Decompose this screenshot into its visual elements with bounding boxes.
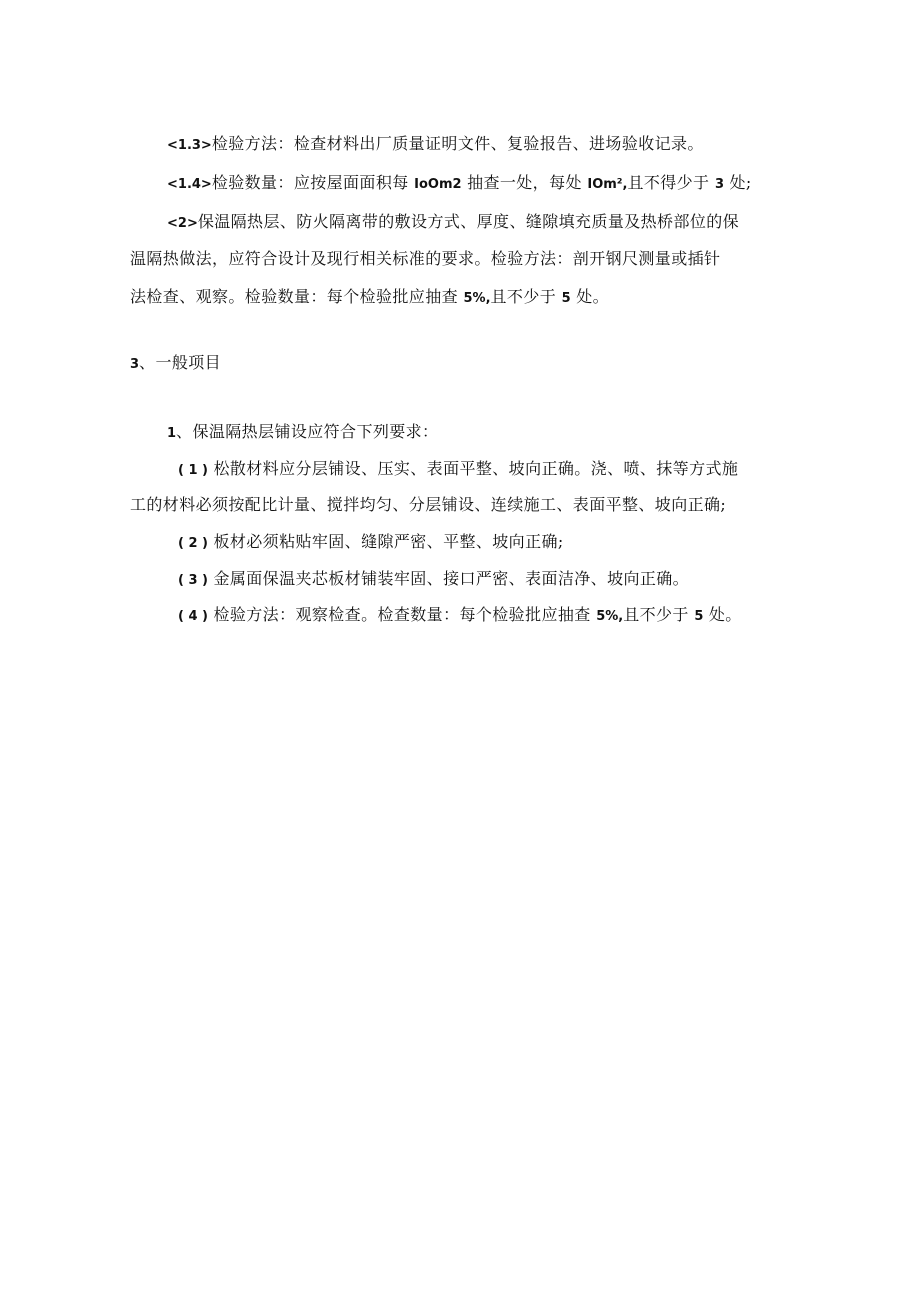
general-item-1-marker: ( 1 )	[178, 463, 208, 478]
item-2-text-3b: 且不少于	[490, 287, 557, 306]
section-heading-text: 、一般项目	[139, 353, 222, 372]
item-1-4-text-a: 检验数量：应按屋面面积每	[211, 173, 409, 192]
general-item-2-marker: ( 2 )	[178, 536, 208, 551]
item-1-4-text-d: 处;	[729, 173, 752, 192]
general-item-4-marker: ( 4 )	[178, 609, 208, 624]
item-2-line-3	[130, 286, 609, 310]
item-2-text-1: 保温隔热层、防火隔离带的敷设方式、厚度、缝隙填充质量及热桥部位的保	[197, 212, 740, 231]
item-1-4-marker: <1.4>	[167, 177, 212, 192]
item-2-text-2: 温隔热做法，应符合设计及现行相关标准的要求。检验方法：剖开钢尺测量或插针	[130, 249, 721, 268]
item-2-line-1	[167, 211, 739, 235]
general-item-1-line-1	[178, 458, 738, 482]
subsection-heading	[167, 421, 438, 445]
general-item-1-text-1: 松散材料应分层铺设、压实、表面平整、坡向正确。浇、喷、抹等方式施	[213, 459, 739, 478]
general-item-4-text-b: 且不少于	[623, 605, 689, 624]
general-item-4-text-a: 检验方法：观察检查。检查数量：每个检验批应抽查	[213, 605, 591, 624]
section-heading	[130, 352, 221, 376]
general-item-3-text: 金属面保温夹芯板材铺装牢固、接口严密、表面洁净、坡向正确。	[213, 569, 690, 588]
section-heading-num: 3	[130, 357, 140, 372]
item-1-3-marker: <1.3>	[167, 138, 212, 153]
general-item-2-text: 板材必须粘贴牢固、缝隙严密、平整、坡向正确;	[213, 532, 564, 551]
item-1-4-num-a: IoOm2	[414, 177, 462, 192]
item-2-line-2	[130, 248, 720, 270]
item-1-4-text-b: 抽查一处，每处	[467, 173, 582, 192]
item-1-3-text: 检验方法：检查材料出厂质量证明文件、复验报告、进场验收记录。	[211, 134, 704, 153]
item-1-3-line	[167, 133, 704, 157]
item-2-text-3a: 法检查、观察。检验数量：每个检验批应抽查	[130, 287, 459, 306]
general-item-4-num-a: 5%,	[596, 609, 624, 624]
item-2-marker: <2>	[167, 216, 198, 231]
item-2-num-a: 5%,	[463, 291, 491, 306]
item-1-4-num-c: 3	[714, 177, 725, 192]
item-2-num-b: 5	[561, 291, 571, 306]
general-item-1-text-2: 工的材料必须按配比计量、搅拌均匀、分层铺设、连续施工、表面平整、坡向正确;	[130, 495, 727, 514]
general-item-4-line	[178, 604, 742, 628]
general-item-2-line	[178, 531, 564, 555]
item-1-4-text-c: 且不得少于	[627, 173, 710, 192]
general-item-4-text-c: 处。	[708, 605, 742, 624]
subsection-heading-num: 1	[167, 426, 177, 441]
subsection-heading-text: 、保温隔热层铺设应符合下列要求：	[176, 422, 439, 441]
general-item-3-marker: ( 3 )	[178, 573, 208, 588]
item-2-text-3c: 处。	[576, 287, 609, 306]
general-item-3-line	[178, 568, 689, 592]
general-item-4-num-b: 5	[694, 609, 704, 624]
item-1-4-line	[167, 172, 752, 196]
general-item-1-line-2	[130, 494, 726, 516]
item-1-4-num-b: IOm²,	[587, 177, 628, 192]
